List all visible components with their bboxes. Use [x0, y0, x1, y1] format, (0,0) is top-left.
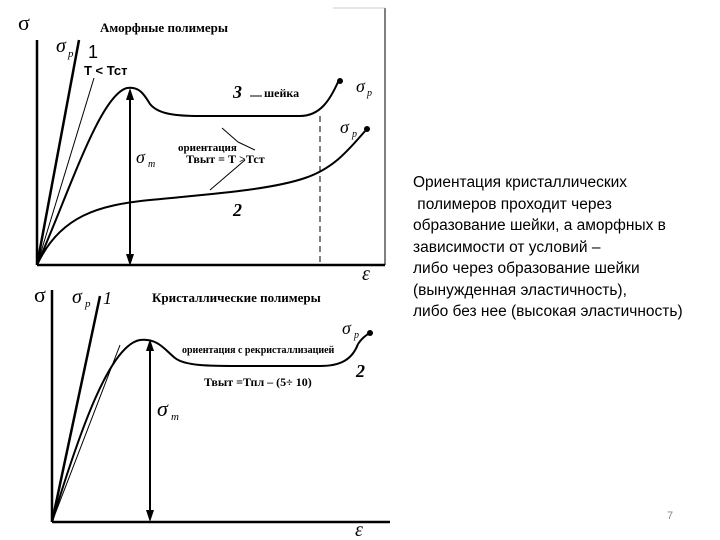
- top-curve2-end-sub: р: [352, 129, 357, 140]
- bottom-yield-arrowhead-bottom: [146, 510, 154, 522]
- top-curve-1: [37, 40, 79, 265]
- bottom-curve-2-tail: [358, 333, 370, 344]
- top-neck-label: шейка: [264, 86, 300, 100]
- top-x-axis-label: ε: [362, 263, 370, 285]
- top-diagram: [18, 8, 385, 285]
- side-text-line: (вынужденная эластичность),: [413, 281, 627, 299]
- side-text-line: либо через образование шейки: [413, 260, 640, 277]
- bottom-end-sub: р: [354, 330, 359, 341]
- top-curve-2-end: [364, 126, 370, 132]
- top-y-axis-label: σ: [18, 10, 30, 35]
- bottom-y-axis-label: σ: [34, 282, 46, 307]
- top-curve2-num: 2: [233, 200, 242, 220]
- bottom-yield-sigma: σ: [157, 396, 168, 421]
- bottom-orientation-label: ориентация с рекристаллизацией: [182, 345, 335, 356]
- bottom-curve-2: [52, 340, 358, 522]
- top-curve-3: [37, 82, 338, 265]
- top-yield-sub: т: [148, 159, 156, 170]
- side-text-line: зависимости от условий –: [413, 238, 601, 256]
- bottom-cond: Твыт =Тпл – (5÷ 10): [204, 375, 312, 389]
- top-orient-leader-2: [238, 142, 255, 150]
- top-curve1-cond: Т < Тст: [84, 63, 128, 78]
- side-text-line: полимеров проходит через: [413, 195, 612, 213]
- top-yield-arrowhead-top: [126, 88, 134, 100]
- top-curve3-end-sigma: σ: [356, 76, 365, 96]
- top-curve3-end-sub: р: [367, 88, 372, 99]
- bottom-end-sigma: σ: [342, 318, 351, 338]
- top-curve1-num: 1: [88, 42, 99, 62]
- side-text-line: Ориентация кристаллических: [413, 174, 628, 191]
- bottom-curve1-num: 1: [103, 288, 112, 308]
- bottom-diagram: [34, 282, 390, 540]
- top-curve3-num: 3: [233, 82, 242, 102]
- top-curve1-sub: р: [68, 48, 74, 60]
- bottom-curve1-sub: р: [85, 298, 91, 310]
- top-curve1-sigma: σ: [56, 35, 66, 57]
- bottom-yield-sub: т: [171, 411, 179, 423]
- bottom-x-axis-label: ε: [355, 519, 363, 540]
- side-text-block: [413, 172, 713, 323]
- top-curve2-cond: Твыт = Т >Тст: [186, 152, 265, 166]
- bottom-curve-1: [52, 296, 100, 522]
- bottom-initial-slope: [52, 345, 120, 522]
- side-text-line: либо без нее (высокая эластичность): [413, 303, 683, 320]
- top-title: Аморфные полимеры: [100, 20, 229, 35]
- top-orient-leader-1: [222, 128, 238, 142]
- top-yield-sigma: σ: [136, 147, 145, 167]
- side-text-line: образование шейки, а аморфных в: [413, 217, 666, 234]
- page-number: 7: [667, 510, 674, 522]
- bottom-title: Кристаллические полимеры: [152, 290, 321, 305]
- bottom-curve1-sigma: σ: [72, 286, 82, 308]
- top-orientation-label: ориентация: [178, 142, 237, 154]
- bottom-curve2-num: 2: [356, 361, 365, 381]
- top-curve2-end-sigma: σ: [340, 117, 349, 137]
- top-curve-3-end: [337, 78, 343, 84]
